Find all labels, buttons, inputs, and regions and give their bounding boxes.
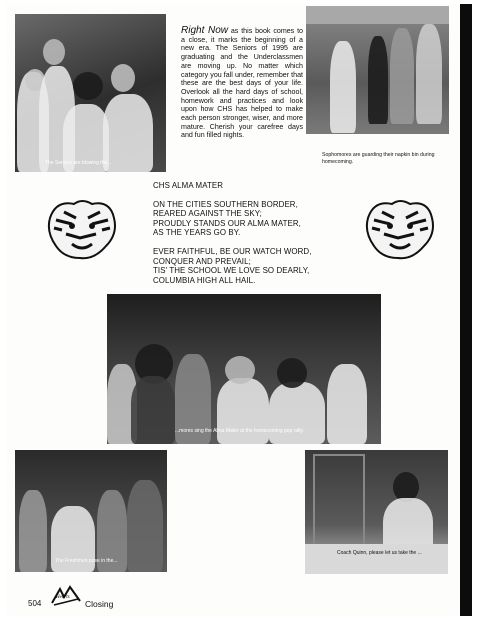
section-title: Closing	[85, 599, 114, 609]
tiger-logo-right	[364, 198, 436, 260]
page-number: 504	[28, 599, 42, 608]
verse-line: ON THE CITIES SOUTHERN BORDER,	[153, 199, 298, 209]
yearbook-logo	[50, 585, 82, 607]
yearbook-page	[6, 4, 472, 616]
caption-middle: ...mores sing the Alma Mater at the homecoming pep rally.	[175, 428, 304, 434]
tiger-logo-left	[46, 198, 118, 260]
caption-bottom-right: Coach Quinn, please let us take the ...	[337, 550, 422, 556]
verse-line: REARED AGAINST THE SKY;	[153, 209, 262, 219]
caption-top-right: Sophomores are guarding their napkin bin during homecoming.	[322, 152, 435, 165]
alma-mater-verse-2	[153, 247, 353, 285]
photo-seniors	[15, 14, 166, 172]
intro-body: as this book comes to a close, it marks the beginning of a new era. The Seniors of 1995 are graduating and the Underclassmen are moving up. No matter which category you fall under, remember that these are the best days of your life. Overlook all the hard days of school, homework and practices and look upon how CHS has helped to make each person stronger, wiser, and more mature. Cherish your carefree days and fun filled nights.	[181, 27, 303, 140]
alma-mater-title: CHS ALMA MATER	[153, 181, 224, 190]
intro-paragraph	[181, 27, 303, 140]
caption-bottom-left: The Freshmen pose in the...	[55, 558, 118, 564]
verse-line: TIS' THE SCHOOL WE LOVE SO DEARLY,	[153, 266, 310, 276]
logo-text: Hearts	[56, 595, 70, 600]
verse-line: AS THE YEARS GO BY.	[153, 228, 241, 238]
verse-line: PROUDLY STANDS OUR ALMA MATER,	[153, 218, 301, 228]
verse-line: EVER FAITHFUL, BE OUR WATCH WORD,	[153, 246, 312, 256]
verse-line: CONQUER AND PREVAIL;	[153, 256, 251, 266]
photo-sophomores	[306, 6, 449, 134]
intro-lead: Right Now	[181, 25, 229, 36]
photo-freshmen	[15, 450, 167, 572]
photo-pep-rally	[107, 294, 381, 444]
verse-line: COLUMBIA HIGH ALL HAIL.	[153, 275, 256, 285]
caption-top-left: The Seniors are blowing the...	[45, 160, 112, 166]
alma-mater-verse-1	[153, 200, 353, 238]
photo-coach	[305, 450, 448, 574]
alma-mater	[153, 181, 353, 294]
